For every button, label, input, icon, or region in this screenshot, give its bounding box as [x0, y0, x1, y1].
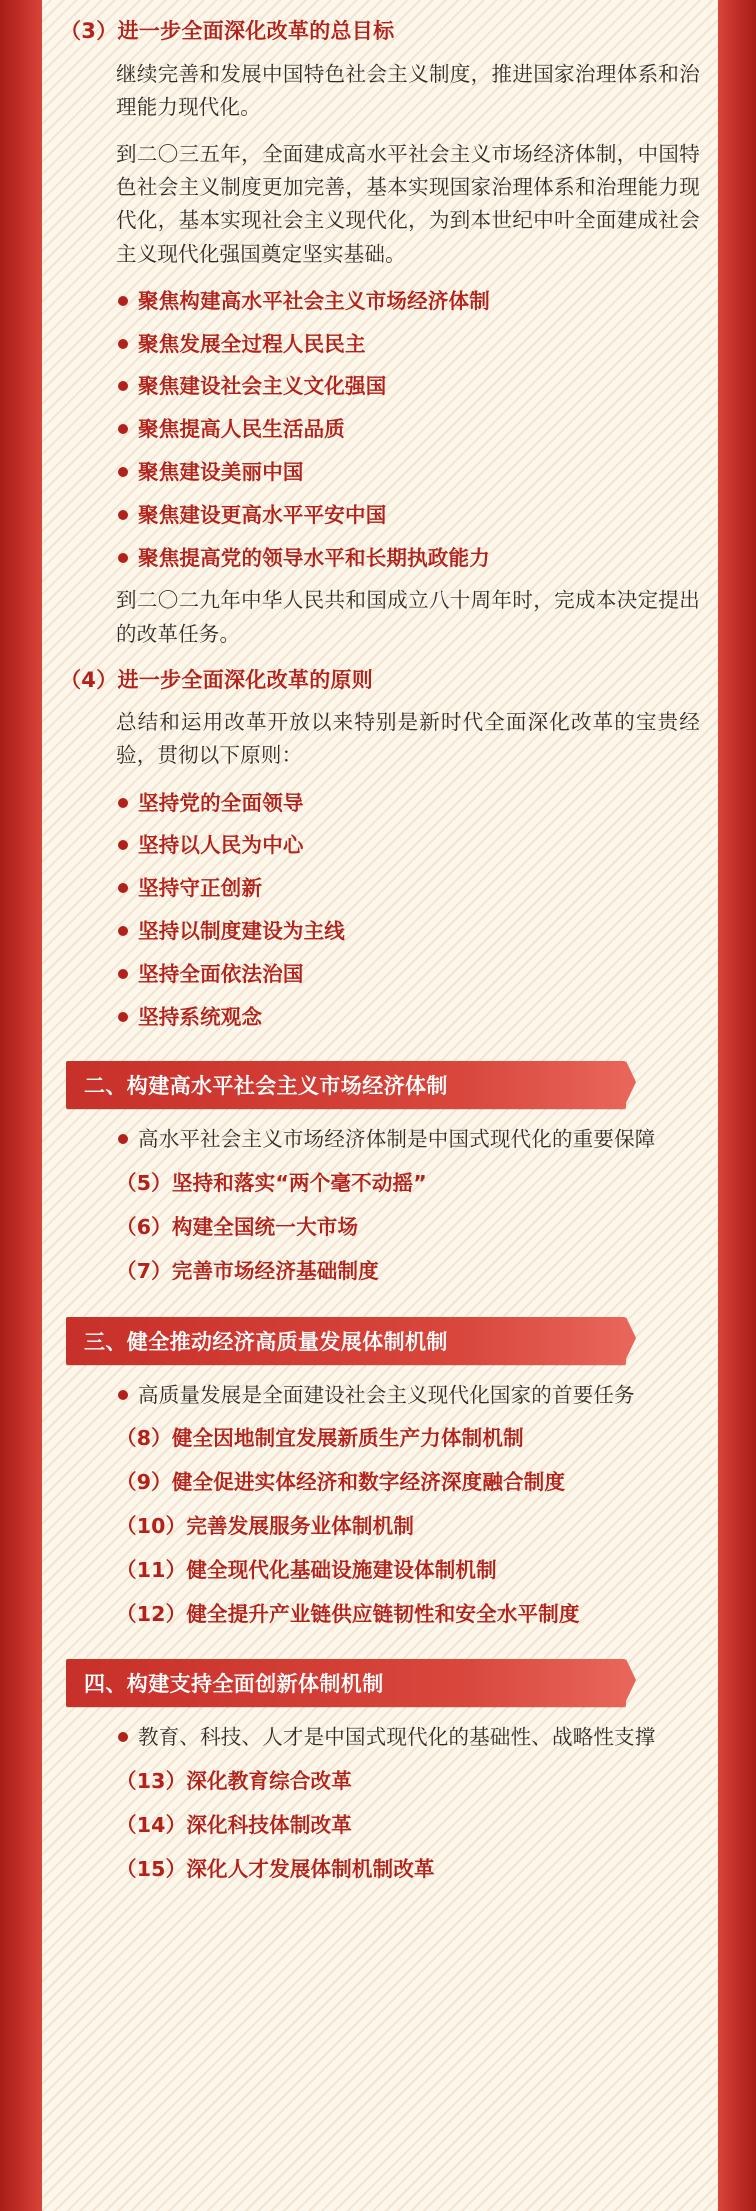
numbered-item: （7）完善市场经济基础制度 [116, 1258, 379, 1283]
numbered-item: （10）完善发展服务业体制机制 [116, 1513, 415, 1538]
paragraph-principles-intro: 总结和运用改革开放以来特别是新时代全面深化改革的宝贵经验，贯彻以下原则： [116, 710, 700, 768]
bullet-item: 聚焦建设社会主义文化强国 [116, 370, 700, 403]
bullet-item: 聚焦提高党的领导水平和长期执政能力 [116, 542, 700, 575]
lead-item: 高水平社会主义市场经济体制是中国式现代化的重要保障 [116, 1123, 700, 1156]
document-body [60, 16, 700, 1886]
numbered-item: （11）健全现代化基础设施建设体制机制 [116, 1557, 497, 1582]
section-banner-three: 三、健全推动经济高质量发展体制机制 [66, 1317, 626, 1365]
bullet-item: 聚焦建设更高水平平安中国 [116, 499, 700, 532]
content-panel [42, 0, 718, 2211]
bullet-item: 聚焦发展全过程人民民主 [116, 328, 700, 361]
left-red-border [0, 0, 42, 2211]
bullet-item: 坚持全面依法治国 [116, 958, 700, 991]
numbered-item: （8）健全因地制宜发展新质生产力体制机制 [116, 1426, 524, 1451]
bullet-item: 坚持守正创新 [116, 872, 700, 905]
bullet-item: 聚焦提高人民生活品质 [116, 413, 700, 446]
numbered-item: （9）健全促进实体经济和数字经济深度融合制度 [116, 1470, 566, 1495]
subtitle-overall-goal: （3）进一步全面深化改革的总目标 [60, 19, 395, 43]
paragraph-overall-goal-2: 到二〇三五年，全面建成高水平社会主义市场经济体制，中国特色社会主义制度更加完善，基本实现国家治理体系和治理能力现代化，基本实现社会主义现代化，为到本世纪中叶全面建成社会主义现代化强国奠定坚实基础。 [116, 141, 700, 266]
bullet-item: 坚持系统观念 [116, 1001, 700, 1034]
item-list-section-four [60, 1721, 700, 1885]
item-list-section-two [60, 1123, 700, 1287]
item-list-section-three [60, 1379, 700, 1631]
lead-item: 教育、科技、人才是中国式现代化的基础性、战略性支撑 [116, 1721, 700, 1754]
numbered-item: （5）坚持和落实“两个毫不动摇” [116, 1171, 427, 1196]
bullet-item: 聚焦构建高水平社会主义市场经济体制 [116, 285, 700, 318]
paragraph-2029-deadline: 到二〇二九年中华人民共和国成立八十周年时，完成本决定提出的改革任务。 [116, 588, 700, 646]
numbered-item: （15）深化人才发展体制机制改革 [116, 1856, 435, 1881]
bullet-list-focus-points [60, 285, 700, 575]
section-banner-two: 二、构建高水平社会主义市场经济体制 [66, 1061, 626, 1109]
bullet-list-principles [60, 787, 700, 1034]
numbered-item: （13）深化教育综合改革 [116, 1769, 352, 1794]
right-red-border [718, 0, 756, 2211]
bullet-item: 聚焦建设美丽中国 [116, 456, 700, 489]
numbered-item: （14）深化科技体制改革 [116, 1812, 352, 1837]
subtitle-principles: （4）进一步全面深化改革的原则 [60, 667, 374, 692]
numbered-item: （12）健全提升产业链供应链韧性和安全水平制度 [116, 1601, 580, 1626]
paragraph-overall-goal-1: 继续完善和发展中国特色社会主义制度，推进国家治理体系和治理能力现代化。 [116, 61, 700, 119]
lead-item: 高质量发展是全面建设社会主义现代化国家的首要任务 [116, 1379, 700, 1412]
section-banner-four: 四、构建支持全面创新体制机制 [66, 1659, 626, 1707]
bullet-item: 坚持以制度建设为主线 [116, 915, 700, 948]
bullet-item: 坚持以人民为中心 [116, 829, 700, 862]
bullet-item: 坚持党的全面领导 [116, 787, 700, 820]
numbered-item: （6）构建全国统一大市场 [116, 1214, 359, 1239]
